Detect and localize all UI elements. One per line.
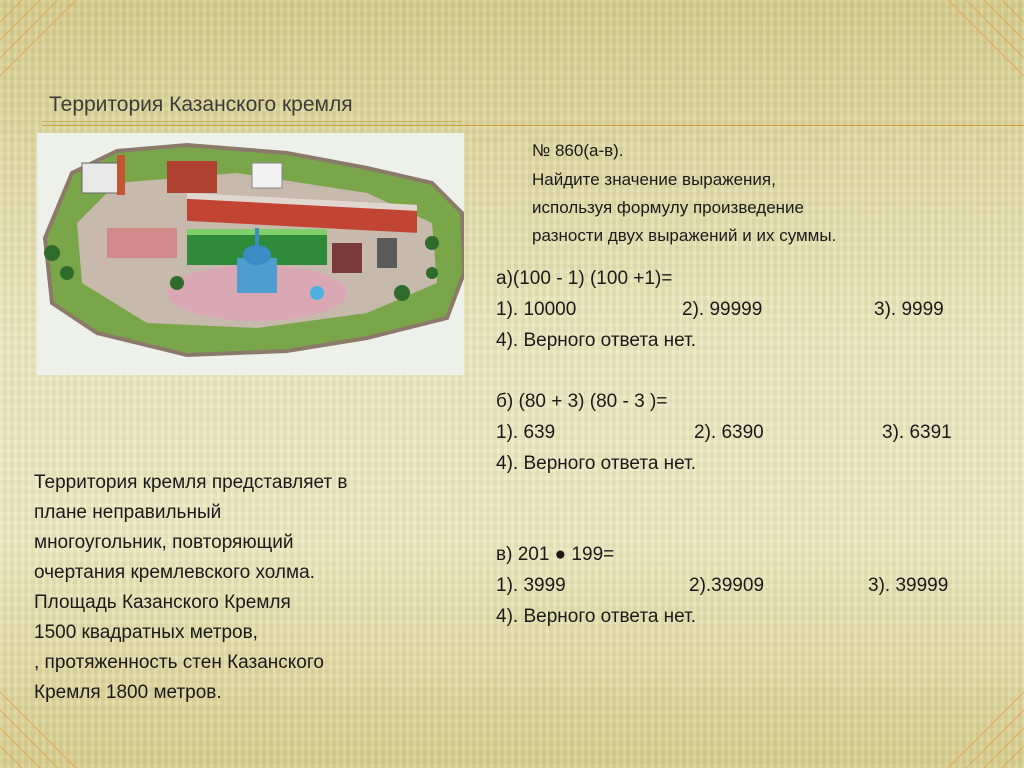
task-number: № 860(а-в). — [532, 141, 624, 160]
answer-option: 4). Верного ответа нет. — [496, 453, 696, 474]
answer-option: 1). 3999 — [496, 575, 566, 596]
answer-option: 3). 39999 — [868, 575, 949, 596]
description-line: Кремля 1800 метров. — [34, 682, 222, 703]
answer-option: 1). 639 — [496, 422, 556, 443]
question-c — [496, 539, 996, 632]
instruction-line: разности двух выражений и их суммы. — [532, 226, 837, 245]
answer-option: 3). 9999 — [874, 299, 944, 320]
answer-option: 2).39909 — [689, 575, 765, 596]
question-a — [496, 263, 996, 356]
title-underline — [42, 121, 462, 122]
description-line: многоугольник, повторяющий — [34, 532, 294, 553]
instruction-line: Найдите значение выражения, — [532, 170, 776, 189]
question-b — [496, 386, 996, 479]
question-expression: в) 201 ● 199= — [496, 544, 615, 565]
question-expression: б) (80 + 3) (80 - 3 )= — [496, 391, 668, 412]
title-rule — [42, 125, 1024, 126]
question-expression: а)(100 - 1) (100 +1)= — [496, 268, 673, 289]
slide-title: Территория Казанского кремля — [49, 93, 353, 116]
description-line: , протяженность стен Казанского — [34, 652, 324, 673]
answer-option: 2). 6390 — [694, 422, 764, 443]
answer-option: 4). Верного ответа нет. — [496, 330, 696, 351]
kremlin-description — [34, 468, 474, 708]
task-instruction — [532, 166, 992, 250]
answer-option: 1). 10000 — [496, 299, 577, 320]
instruction-line: используя формулу произведение — [532, 198, 804, 217]
description-line: 1500 квадратных метров, — [34, 622, 258, 643]
description-line: очертания кремлевского холма. — [34, 562, 315, 583]
answer-option: 3). 6391 — [882, 422, 952, 443]
description-line: плане неправильный — [34, 502, 222, 523]
description-line: Площадь Казанского Кремля — [34, 592, 291, 613]
kremlin-map-image — [37, 133, 464, 375]
answer-option: 4). Верного ответа нет. — [496, 606, 696, 627]
description-line: Территория кремля представляет в — [34, 472, 348, 493]
answer-option: 2). 99999 — [682, 299, 763, 320]
